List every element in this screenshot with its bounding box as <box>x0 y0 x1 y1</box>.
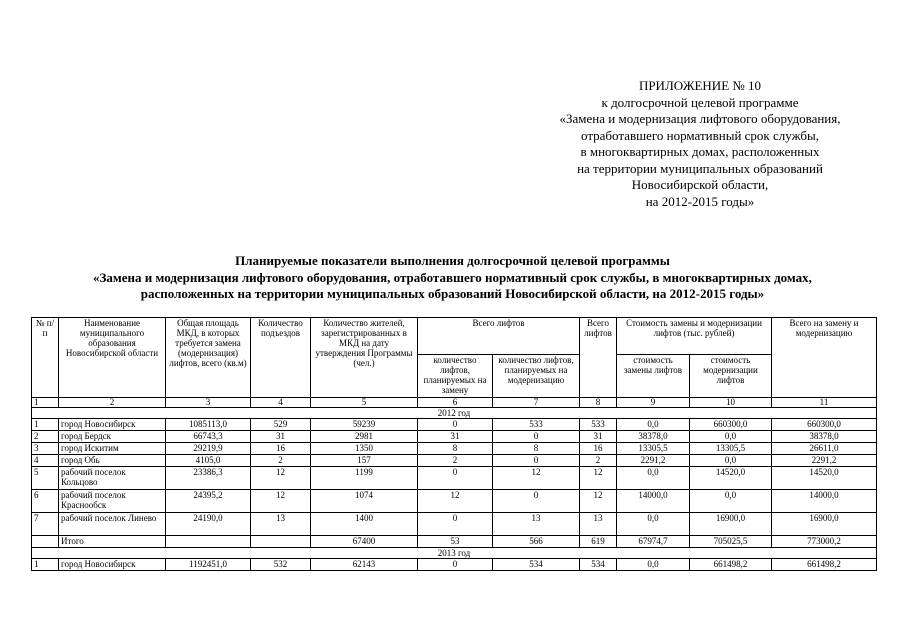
cell-area: 66743,3 <box>166 431 251 443</box>
cell-municipality: рабочий поселок Краснообск <box>59 490 166 513</box>
cell-num: 7 <box>32 513 59 536</box>
cell-num: 6 <box>32 490 59 513</box>
cell-num <box>32 536 59 548</box>
header-cost-total: Всего на замену и модернизацию <box>772 318 877 398</box>
column-number: 11 <box>772 398 877 408</box>
column-number: 10 <box>690 398 772 408</box>
cell-lifts-replace: 31 <box>418 431 493 443</box>
cell-area <box>166 536 251 548</box>
cell-lifts-replace: 0 <box>418 467 493 490</box>
cell-lifts-modern: 0 <box>493 431 580 443</box>
cell-area: 24395,2 <box>166 490 251 513</box>
cell-cost-modern: 14520,0 <box>690 467 772 490</box>
cell-entrances: 2 <box>251 455 311 467</box>
cell-cost-total: 16900,0 <box>772 513 877 536</box>
column-number: 4 <box>251 398 311 408</box>
cell-municipality: город Обь <box>59 455 166 467</box>
cell-entrances: 529 <box>251 419 311 431</box>
appendix-line: на 2012-2015 годы» <box>645 193 755 209</box>
cell-lifts-modern: 0 <box>493 455 580 467</box>
cell-cost-modern: 660300,0 <box>690 419 772 431</box>
cell-cost-modern: 661498,2 <box>690 559 772 571</box>
column-number: 8 <box>580 398 617 408</box>
table-row <box>32 467 877 490</box>
cell-num: 4 <box>32 455 59 467</box>
cell-cost-total: 14000,0 <box>772 490 877 513</box>
cell-cost-modern: 0,0 <box>690 431 772 443</box>
header-cost: Стоимость замены и модернизации лифтов (тыс. рублей) <box>617 318 772 355</box>
cell-cost-modern: 13305,5 <box>690 443 772 455</box>
cell-residents: 1350 <box>311 443 418 455</box>
cell-entrances: 12 <box>251 490 311 513</box>
header-all-lifts: Всего лифтов <box>418 318 580 355</box>
cell-residents: 59239 <box>311 419 418 431</box>
header-cost-replace: стоимость замены лифтов <box>617 355 690 398</box>
table-header <box>32 318 877 408</box>
header-residents: Количество жителей, зарегистрированных в МКД на дату утверждения Программы (чел.) <box>311 318 418 398</box>
appendix-line: к долгосрочной целевой программе <box>601 94 799 110</box>
cell-cost-modern: 16900,0 <box>690 513 772 536</box>
column-number: 6 <box>418 398 493 408</box>
cell-lifts-replace: 0 <box>418 559 493 571</box>
document-title <box>0 253 905 303</box>
cell-lifts-modern: 534 <box>493 559 580 571</box>
header-lifts-replace: количество лифтов, планируемых на замену <box>418 355 493 398</box>
cell-residents: 2981 <box>311 431 418 443</box>
cell-lifts-total: 31 <box>580 431 617 443</box>
column-number: 1 <box>32 398 59 408</box>
cell-lifts-total: 533 <box>580 419 617 431</box>
cell-residents: 67400 <box>311 536 418 548</box>
cell-entrances: 12 <box>251 467 311 490</box>
cell-total-label: Итого <box>59 536 166 548</box>
appendix-title: ПРИЛОЖЕНИЕ № 10 <box>638 78 762 93</box>
column-number: 2 <box>59 398 166 408</box>
header-municipality: Наименование муниципального образования Новосибирской области <box>59 318 166 398</box>
cell-cost-replace: 38378,0 <box>617 431 690 443</box>
cell-num: 1 <box>32 559 59 571</box>
cell-cost-total: 661498,2 <box>772 559 877 571</box>
cell-num: 2 <box>32 431 59 443</box>
table-body <box>32 408 877 571</box>
cell-residents: 62143 <box>311 559 418 571</box>
table-row <box>32 431 877 443</box>
cell-municipality: город Бердск <box>59 431 166 443</box>
cell-cost-total: 38378,0 <box>772 431 877 443</box>
cell-area: 1192451,0 <box>166 559 251 571</box>
title-line: Планируемые показатели выполнения долгосрочной целевой программы <box>235 253 670 268</box>
total-row-2012 <box>32 536 877 548</box>
cell-entrances <box>251 536 311 548</box>
table-row <box>32 419 877 431</box>
cell-lifts-modern: 566 <box>493 536 580 548</box>
cell-lifts-modern: 533 <box>493 419 580 431</box>
cell-lifts-total: 13 <box>580 513 617 536</box>
cell-num: 5 <box>32 467 59 490</box>
column-numbers-row <box>32 398 877 408</box>
cell-lifts-total: 534 <box>580 559 617 571</box>
cell-entrances: 532 <box>251 559 311 571</box>
cell-lifts-total: 12 <box>580 490 617 513</box>
table-row <box>32 513 877 536</box>
cell-entrances: 13 <box>251 513 311 536</box>
cell-residents: 1400 <box>311 513 418 536</box>
cell-lifts-replace: 2 <box>418 455 493 467</box>
cell-cost-modern: 0,0 <box>690 455 772 467</box>
year-row-2012: 2012 год <box>32 408 877 419</box>
cell-cost-replace: 0,0 <box>617 513 690 536</box>
cell-cost-total: 773000,2 <box>772 536 877 548</box>
cell-lifts-total: 16 <box>580 443 617 455</box>
appendix-line: «Замена и модернизация лифтового оборудования, <box>559 111 841 126</box>
cell-cost-total: 660300,0 <box>772 419 877 431</box>
header-lifts-modern: количество лифтов, планируемых на модернизацию <box>493 355 580 398</box>
header-lifts-total: Всего лифтов <box>580 318 617 398</box>
cell-lifts-replace: 53 <box>418 536 493 548</box>
cell-num: 1 <box>32 419 59 431</box>
appendix-line: в многоквартирных домах, расположенных <box>580 144 820 159</box>
table-row <box>32 443 877 455</box>
appendix-line: на территории муниципальных образований <box>577 160 823 176</box>
cell-area: 23386,3 <box>166 467 251 490</box>
cell-lifts-total: 619 <box>580 536 617 548</box>
cell-cost-replace: 67974,7 <box>617 536 690 548</box>
cell-lifts-total: 2 <box>580 455 617 467</box>
title-line: расположенных на территории муниципальных образований Новосибирской области, на 2012-2015 годы» <box>140 286 765 301</box>
cell-lifts-replace: 12 <box>418 490 493 513</box>
column-number: 9 <box>617 398 690 408</box>
year-row-2013: 2013 год <box>32 548 877 559</box>
cell-lifts-modern: 8 <box>493 443 580 455</box>
cell-area: 24190,0 <box>166 513 251 536</box>
cell-lifts-replace: 0 <box>418 419 493 431</box>
cell-entrances: 31 <box>251 431 311 443</box>
cell-residents: 1074 <box>311 490 418 513</box>
cell-municipality: рабочий поселок Кольцово <box>59 467 166 490</box>
cell-residents: 1199 <box>311 467 418 490</box>
header-entrances: Количество подъездов <box>251 318 311 398</box>
cell-cost-replace: 2291,2 <box>617 455 690 467</box>
table-row <box>32 559 877 571</box>
appendix-line: отработавшего нормативный срок службы, <box>580 127 819 143</box>
table-row <box>32 490 877 513</box>
table-row <box>32 455 877 467</box>
cell-municipality: рабочий поселок Линево <box>59 513 166 536</box>
cell-cost-replace: 0,0 <box>617 467 690 490</box>
cell-lifts-modern: 12 <box>493 467 580 490</box>
cell-num: 3 <box>32 443 59 455</box>
cell-municipality: город Искитим <box>59 443 166 455</box>
cell-cost-replace: 0,0 <box>617 559 690 571</box>
cell-entrances: 16 <box>251 443 311 455</box>
appendix-header <box>520 78 880 210</box>
indicators-table <box>31 317 877 571</box>
column-number: 5 <box>311 398 418 408</box>
appendix-line: Новосибирской области, <box>631 177 769 192</box>
cell-area: 1085113,0 <box>166 419 251 431</box>
cell-lifts-modern: 0 <box>493 490 580 513</box>
header-area: Общая площадь МКД, в которых требуется замена (модернизация) лифтов, всего (кв.м) <box>166 318 251 398</box>
cell-cost-replace: 0,0 <box>617 419 690 431</box>
cell-cost-total: 2291,2 <box>772 455 877 467</box>
header-num: № п/п <box>32 318 59 398</box>
title-line: «Замена и модернизация лифтового оборудования, отработавшего нормативный срок службы, в многоквартирных домах, <box>93 269 812 285</box>
cell-lifts-total: 12 <box>580 467 617 490</box>
cell-cost-total: 14520,0 <box>772 467 877 490</box>
header-cost-modern: стоимость модернизации лифтов <box>690 355 772 398</box>
cell-lifts-replace: 0 <box>418 513 493 536</box>
cell-municipality: город Новосибирск <box>59 419 166 431</box>
cell-cost-replace: 14000,0 <box>617 490 690 513</box>
column-number: 7 <box>493 398 580 408</box>
cell-area: 4105,0 <box>166 455 251 467</box>
cell-cost-modern: 705025,5 <box>690 536 772 548</box>
cell-cost-modern: 0,0 <box>690 490 772 513</box>
cell-lifts-replace: 8 <box>418 443 493 455</box>
column-number: 3 <box>166 398 251 408</box>
cell-municipality: город Новосибирск <box>59 559 166 571</box>
cell-cost-total: 26611,0 <box>772 443 877 455</box>
cell-cost-replace: 13305,5 <box>617 443 690 455</box>
cell-residents: 157 <box>311 455 418 467</box>
cell-area: 29219,9 <box>166 443 251 455</box>
cell-lifts-modern: 13 <box>493 513 580 536</box>
